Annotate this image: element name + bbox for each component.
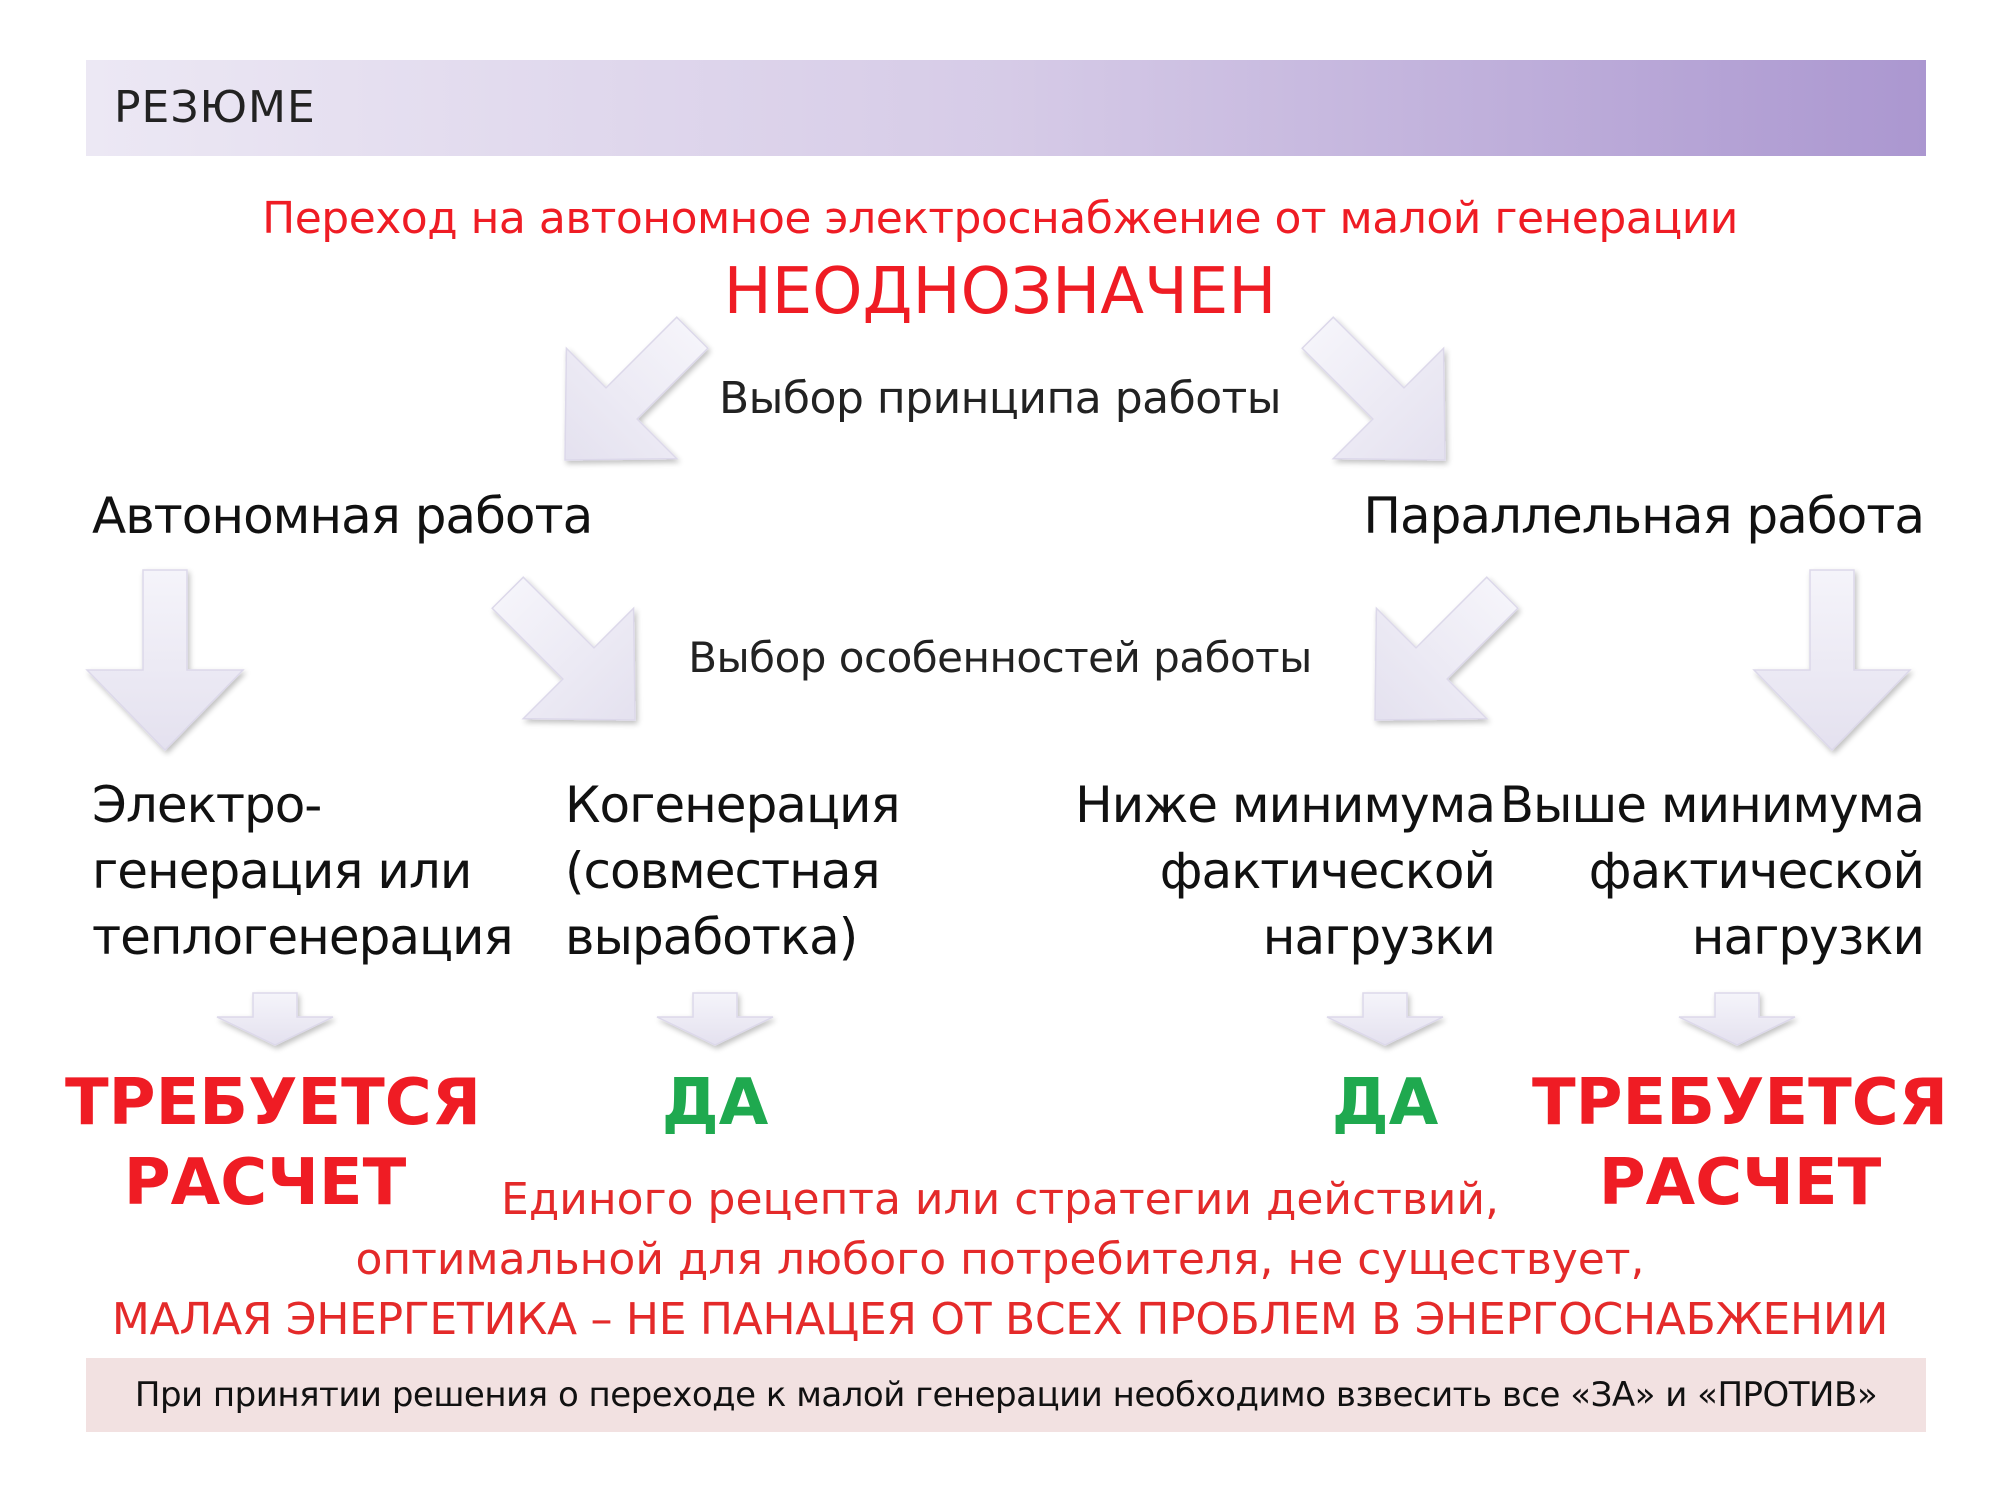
result-line: ТРЕБУЕТСЯ: [65, 1066, 482, 1140]
arrow-down-small-icon: [1679, 993, 1795, 1045]
option-line: Электро-: [92, 776, 322, 834]
arrow-down-small-icon: [657, 993, 773, 1045]
footer-bar: [86, 1358, 1926, 1432]
option-cogeneration: [565, 772, 900, 970]
option-line: генерация или: [92, 842, 472, 900]
option-line: Когенерация: [565, 776, 900, 834]
result-line: РАСЧЕТ: [1598, 1146, 1882, 1220]
conclusion-line: МАЛАЯ ЭНЕРГЕТИКА – НЕ ПАНАЦЕЯ ОТ ВСЕХ ПРОБЛЕМ В ЭНЕРГОСНАБЖЕНИИ: [111, 1294, 1889, 1345]
conclusion-line: Единого рецепта или стратегии действий,: [501, 1174, 1499, 1225]
choice-principle-label: Выбор принципа работы: [718, 373, 1282, 424]
option-line: Выше минимума: [1499, 776, 1924, 834]
arrow-down-small-icon: [217, 993, 333, 1045]
option-below-minimum: [1075, 772, 1495, 970]
result-line: ТРЕБУЕТСЯ: [1531, 1066, 1949, 1140]
option-electro-generation: [92, 772, 513, 970]
option-line: фактической: [1159, 842, 1495, 900]
option-line: Ниже минимума: [1075, 776, 1495, 834]
arrow-down-small-icon: [1327, 993, 1443, 1045]
option-line: выработка): [565, 908, 858, 966]
option-above-minimum: [1500, 772, 1924, 970]
option-line: нагрузки: [1691, 908, 1924, 966]
option-line: теплогенерация: [92, 908, 513, 966]
option-line: нагрузки: [1262, 908, 1495, 966]
title-bar: [86, 60, 1926, 156]
option-line: (совместная: [565, 842, 880, 900]
intro-text: Переход на автономное электроснабжение от малой генерации: [262, 193, 1738, 244]
conclusion-text: [0, 1170, 2000, 1350]
main-statement: НЕОДНОЗНАЧЕН: [723, 255, 1277, 329]
conclusion-line: оптимальной для любого потребителя, не существует,: [355, 1234, 1645, 1285]
branch-parallel: Параллельная работа: [1363, 487, 1924, 545]
page-title: РЕЗЮМЕ: [114, 82, 316, 133]
branch-autonomous: Автономная работа: [92, 487, 593, 545]
choice-features-label: Выбор особенностей работы: [688, 633, 1312, 682]
result-line: РАСЧЕТ: [123, 1146, 407, 1220]
result-cogen: ДА: [661, 1066, 769, 1140]
footer-text: При принятии решения о переходе к малой генерации необходимо взвесить все «ЗА» и «ПРОТИВ»: [134, 1375, 1878, 1415]
option-line: фактической: [1588, 842, 1924, 900]
result-below: ДА: [1331, 1066, 1439, 1140]
